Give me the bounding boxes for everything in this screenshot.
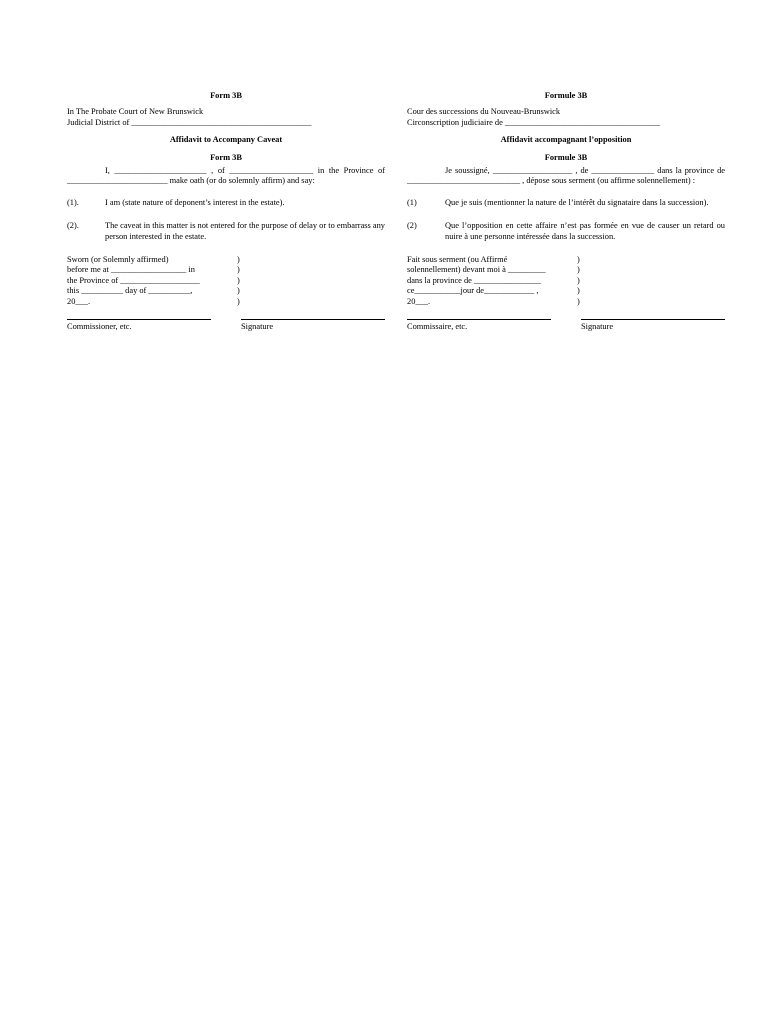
jurat-paren: ) [577,265,580,275]
affidavit-title: Affidavit to Accompany Caveat [169,135,283,145]
jurat-line [407,297,725,307]
item-number: (2) [407,221,417,231]
item-number: (1). [67,197,79,207]
form-subtitle: Formule 3B [544,152,588,162]
french-column [407,91,725,343]
signature-label: Signature [241,322,274,332]
judicial-district: Circonscription judiciaire de _____________________________________ [407,117,660,127]
english-column [67,91,385,343]
jurat-text: Sworn (or Solemnly affirmed) [67,255,169,265]
signature-label: Commissioner, etc. [67,322,132,332]
jurat-text: ce___________jour de____________ , [407,286,539,296]
jurat-text: this __________ day of __________, [67,286,193,296]
signature-line [67,319,211,320]
list-item [67,221,385,242]
court-name: In The Probate Court of New Brunswick [67,107,204,117]
jurat-paren: ) [577,275,580,285]
jurat-paren: ) [237,296,240,306]
jurat-line [407,265,725,275]
jurat-paren: ) [237,286,240,296]
jurat-text: the Province of ___________________ [67,275,200,285]
list-item [407,221,725,242]
item-number: (1) [407,197,417,207]
jurat-paren: ) [237,265,240,275]
court-heading [407,107,725,128]
jurat-text: before me at __________________ in [67,265,195,275]
signature-row [407,319,725,343]
jurat-line [67,265,385,275]
signature-line [241,319,385,320]
commissioner-signature [407,319,551,332]
list-item [67,198,385,208]
form-subtitle: Form 3B [210,152,242,162]
form-title: Formule 3B [544,91,588,100]
jurat-text: dans la province de ________________ [407,275,541,285]
jurat-line [407,276,725,286]
jurat-paren: ) [237,255,240,265]
jurat-paren: ) [577,255,580,265]
item-text: The caveat in this matter is not entered for the purpose of delay or to embarrass any person interested in the estate. [105,221,385,241]
item-text: Que l’opposition en cette affaire n’est pas formée en vue de causer un retard ou nuire à une personne intéressée dans la succession. [445,221,725,241]
deponent-signature [581,319,725,332]
jurat-paren: ) [577,296,580,306]
list-item [407,198,725,208]
signature-label: Commissaire, etc. [407,322,468,332]
court-heading [67,107,385,128]
intro-paragraph: Je soussigné, ___________________ , de _______________ dans la province de ___________________________ , dépose sous serment (ou affirme solennellement) : [407,166,725,186]
item-number: (2). [67,221,79,231]
jurat-text: 20___. [67,296,91,306]
jurat-line [407,286,725,296]
form-title: Form 3B [210,91,242,100]
jurat-line [67,276,385,286]
item-text: I am (state nature of deponent’s interest in the estate). [105,197,285,207]
signature-line [581,319,725,320]
jurat-line [407,255,725,265]
jurat-line [67,286,385,296]
deponent-signature [241,319,385,332]
intro-paragraph: I, ______________________ , of ____________________ in the Province of ________________________ make oath (or do solemnly affirm) and say: [67,166,385,186]
signature-line [407,319,551,320]
jurat-line [67,255,385,265]
jurat-paren: ) [237,275,240,285]
jurat-text: solennellement) devant moi à _________ [407,265,546,275]
commissioner-signature [67,319,211,332]
affidavit-title: Affidavit accompagnant l’opposition [500,135,632,145]
item-text: Que je suis (mentionner la nature de l’intérêt du signataire dans la succession). [445,197,709,207]
signature-label: Signature [581,322,614,332]
judicial-district: Judicial District of ___________________________________________ [67,117,312,127]
signature-row [67,319,385,343]
jurat-block [67,255,385,307]
jurat-text: 20___. [407,296,431,306]
jurat-paren: ) [577,286,580,296]
court-name: Cour des successions du Nouveau-Brunswick [407,107,561,117]
jurat-block [407,255,725,307]
jurat-line [67,297,385,307]
jurat-text: Fait sous serment (ou Affirmé [407,255,508,265]
